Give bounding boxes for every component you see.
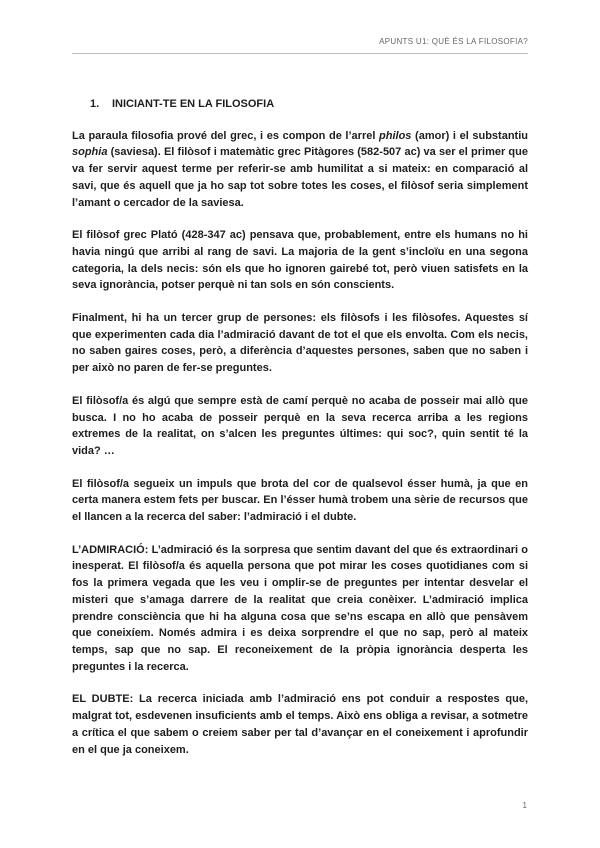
paragraph-text: La paraula filosofia prové del grec, i es compon de l’arrel bbox=[72, 129, 380, 142]
emphasis-philos: philos bbox=[379, 129, 412, 142]
paragraph-text: (saviesa). El filòsof i matemàtic grec Pitàgores (582-507 ac) va ser el primer que va fer servir aquest terme per referir-se amb humilitat a si mateix: en comparació al savi, que és aquell que ja ho sap tot sobre totes les coses, el filòsof seria simplement l’amant o cercador de la saviesa. bbox=[72, 146, 528, 209]
paragraph-plato: El filòsof grec Plató (428-347 ac) pensava que, probablement, entre els humans no hi havia ningú que arribi al rang de savi. La majoria de la gent s’incloïu en una segona categoria, la dels necis: són els que ho ignoren gairebé tot, però viuen satisfets en la seva ignorància, potser perquè ni tan sols en són conscients. bbox=[72, 229, 528, 292]
paragraph-dubte: EL DUBTE: La recerca iniciada amb l’admiració ens pot conduir a respostes que, malgrat tot, esdevenen insuficients amb el temps. Això ens obliga a revisar, a sotmetre a crítica el que sabem o creiem saber per tal d’avançar en el coneixement i aprofundir en el que ja coneixem. bbox=[72, 693, 528, 756]
document-body bbox=[72, 96, 528, 774]
paragraph-seeker: El filòsof/a és algú que sempre està de camí perquè no acaba de posseir mai allò que busca. I no ho acaba de posseir perquè en la seva recerca arriba a les regions extremes de la realitat, on s’alcen les preguntes últimes: qui soc?, quin sentit té la vida? … bbox=[72, 394, 528, 457]
header-divider bbox=[72, 53, 528, 54]
paragraph-etymology bbox=[72, 128, 528, 212]
page-number: 1 bbox=[522, 801, 527, 810]
section-title: INICIANT-TE EN LA FILOSOFIA bbox=[112, 98, 275, 110]
emphasis-sophia: sophia bbox=[72, 146, 108, 159]
section-heading bbox=[90, 96, 528, 113]
paragraph-admiracio: L’ADMIRACIÓ: L’admiració és la sorpresa que sentim davant del que és extraordinari o inesperat. El filòsof/a és aquella persona que pot mirar les coses quotidianes com si fos la primera vegada que les veu i omplir-se de preguntes per intentar desvelar el misteri que s’amaga darrere de la realitat que creia conèixer. L’admiració implica prendre consciència que hi ha alguna cosa que se’ns escapa en allò que pensàvem que coneixíem. Només admira i es deixa sorprendre el que no sap, però al mateix temps, sap que no sap. El reconeixement de la pròpia ignorància desperta les preguntes i la recerca. bbox=[72, 543, 528, 673]
paragraph-impulse: El filòsof/a segueix un impuls que brota del cor de qualsevol ésser humà, ja que en certa manera estem fets per buscar. En l’ésser humà trobem una sèrie de recursos que el llancen a la recerca del saber: l’admiració i el dubte. bbox=[72, 477, 528, 524]
paragraph-text: (amor) i el substantiu bbox=[411, 129, 528, 142]
paragraph-philosophers: Finalment, hi ha un tercer grup de persones: els filòsofs i les filòsofes. Aquestes sí que experimenten cada dia l’admiració davant de tot el que els envolta. Com els necis, no saben gaires coses, però, a diferència d’aquestes persones, saben que no saben i per això no paren de fer-se preguntes. bbox=[72, 312, 528, 375]
section-number: 1. bbox=[90, 98, 100, 110]
running-header: APUNTS U1: QUÈ ÉS LA FILOSOFIA? bbox=[379, 37, 528, 46]
